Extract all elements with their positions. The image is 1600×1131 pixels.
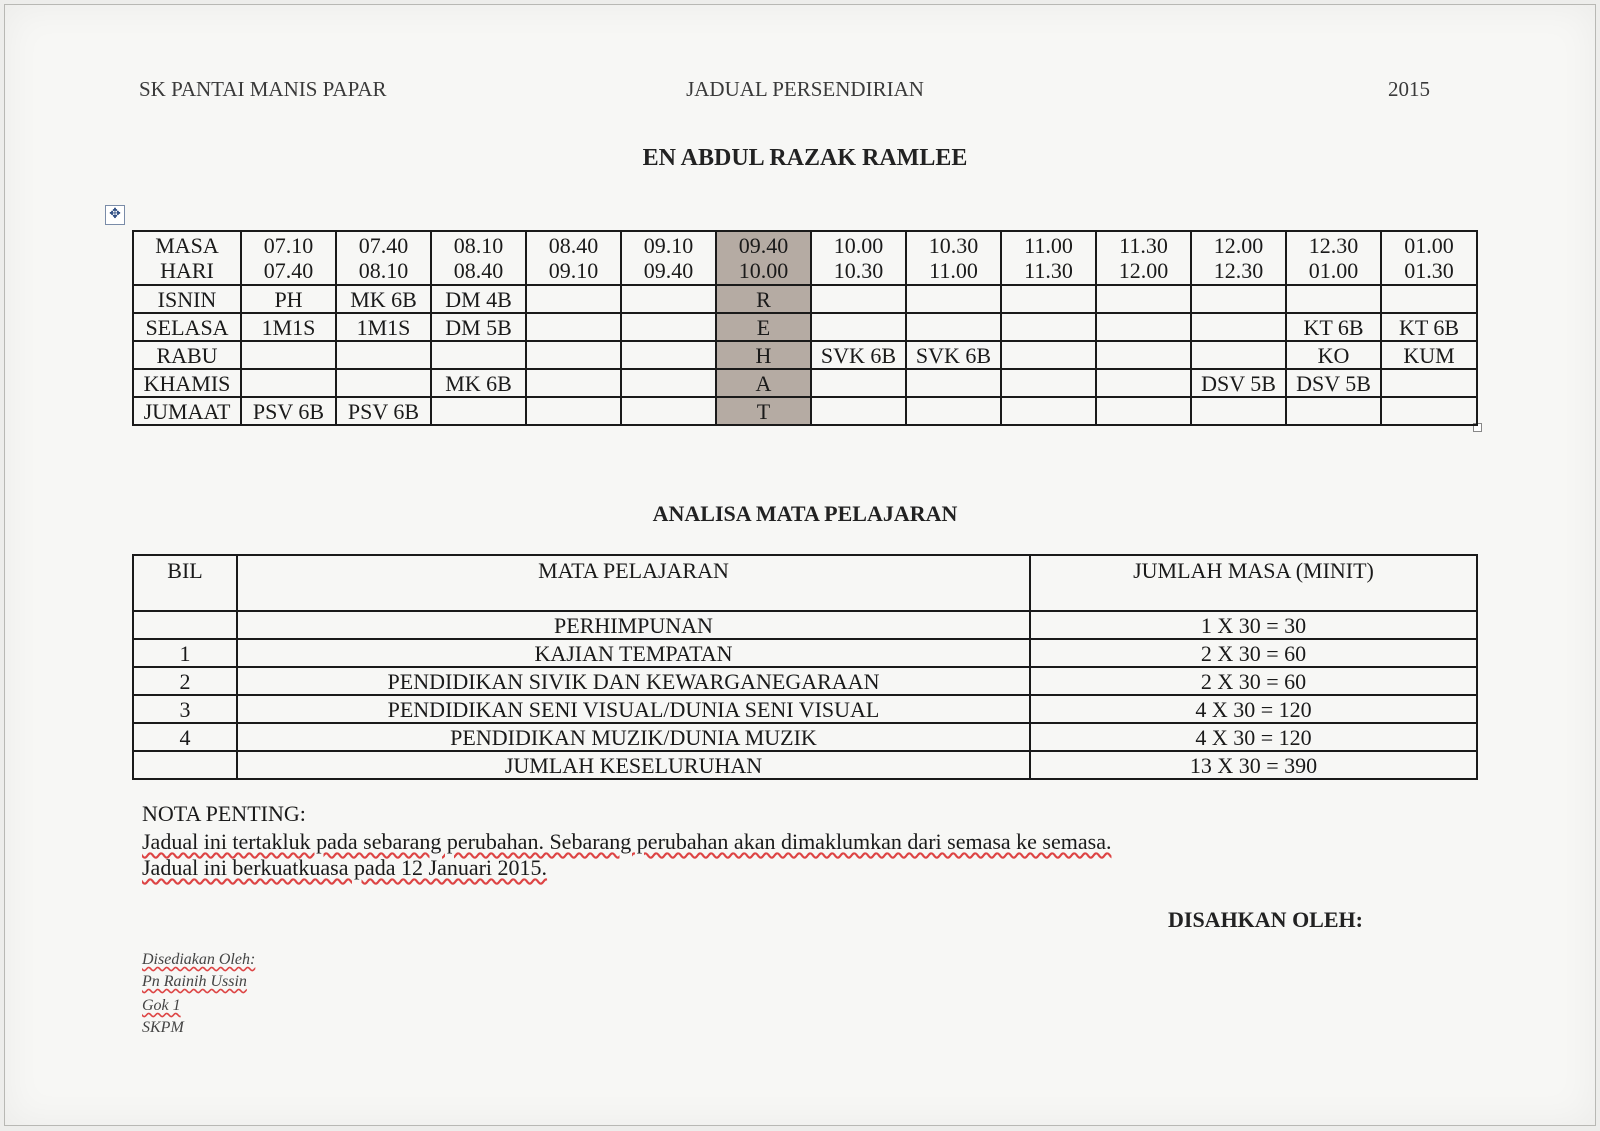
timetable-day-row <box>133 341 1477 369</box>
class-cell: DM 4B <box>431 285 526 313</box>
time-start: 01.00 <box>1404 233 1454 258</box>
time-end: 08.10 <box>358 258 409 283</box>
bil-cell: 1 <box>133 639 237 667</box>
rehat-cell: A <box>716 369 811 397</box>
time-end: 01.00 <box>1308 258 1359 283</box>
class-cell <box>1381 285 1477 313</box>
class-cell <box>1286 397 1381 425</box>
nota-line: Jadual ini tertakluk pada sebarang perubahan. Sebarang perubahan akan dimaklumkan dari semasa ke semasa. <box>142 829 1112 854</box>
bil-cell: 4 <box>133 723 237 751</box>
class-cell: 1M1S <box>241 313 336 341</box>
class-cell <box>431 397 526 425</box>
class-cell: KT 6B <box>1286 313 1381 341</box>
duration-cell: 2 X 30 = 60 <box>1030 639 1477 667</box>
class-cell <box>336 341 431 369</box>
analysis-row <box>133 695 1477 723</box>
time-slot-cell <box>431 231 526 285</box>
class-cell <box>906 369 1001 397</box>
time-slot-cell <box>1381 231 1477 285</box>
timetable-day-row <box>133 369 1477 397</box>
subject-cell: PENDIDIKAN SIVIK DAN KEWARGANEGARAAN <box>237 667 1030 695</box>
timetable-day-row <box>133 397 1477 425</box>
time-slot-cell <box>621 231 716 285</box>
duration-cell: 2 X 30 = 60 <box>1030 667 1477 695</box>
class-cell <box>1001 369 1096 397</box>
class-cell: KUM <box>1381 341 1477 369</box>
class-cell <box>1381 397 1477 425</box>
time-start: 10.00 <box>833 233 884 258</box>
rehat-cell: E <box>716 313 811 341</box>
time-start: 08.40 <box>548 233 599 258</box>
preparer-grade: Gok 1 <box>142 997 181 1014</box>
duration-cell: 1 X 30 = 30 <box>1030 611 1477 639</box>
time-end: 10.00 <box>738 258 789 283</box>
rehat-cell: T <box>716 397 811 425</box>
class-cell <box>526 313 621 341</box>
class-cell <box>906 285 1001 313</box>
time-end: 12.30 <box>1213 258 1264 283</box>
time-slot-cell <box>336 231 431 285</box>
class-cell <box>811 313 906 341</box>
subject-cell: KAJIAN TEMPATAN <box>237 639 1030 667</box>
prepared-by-label: Disediakan Oleh: <box>142 951 256 968</box>
class-cell <box>1096 313 1191 341</box>
class-cell <box>1191 341 1286 369</box>
teacher-name: EN ABDUL RAZAK RAMLEE <box>642 145 968 171</box>
class-cell <box>1191 285 1286 313</box>
class-cell <box>1001 313 1096 341</box>
day-label: RABU <box>133 341 241 369</box>
bil-cell <box>133 751 237 779</box>
analysis-row <box>133 639 1477 667</box>
time-end: 11.00 <box>929 258 978 283</box>
preparer-school: SKPM <box>142 1019 184 1036</box>
table-move-handle-icon[interactable]: ✥ <box>105 205 125 225</box>
class-cell <box>1096 341 1191 369</box>
time-slot-cell <box>1191 231 1286 285</box>
corner-label: HARI <box>160 258 214 283</box>
analysis-row <box>133 723 1477 751</box>
day-label: KHAMIS <box>133 369 241 397</box>
class-cell <box>1001 341 1096 369</box>
time-end: 09.40 <box>643 258 694 283</box>
time-end: 09.10 <box>548 258 599 283</box>
time-start: 10.30 <box>928 233 979 258</box>
class-cell: DM 5B <box>431 313 526 341</box>
time-slot-cell <box>1286 231 1381 285</box>
class-cell <box>241 341 336 369</box>
class-cell: MK 6B <box>431 369 526 397</box>
analysis-row <box>133 751 1477 779</box>
time-slot-cell <box>526 231 621 285</box>
time-end: 07.40 <box>263 258 314 283</box>
day-label: JUMAAT <box>133 397 241 425</box>
document-title: JADUAL PERSENDIRIAN <box>686 77 924 101</box>
class-cell <box>336 369 431 397</box>
timetable-day-row <box>133 285 1477 313</box>
column-header: JUMLAH MASA (MINIT) <box>1030 555 1477 611</box>
approved-by-label: DISAHKAN OLEH: <box>1168 907 1363 932</box>
corner-label: MASA <box>155 233 219 258</box>
analysis-row <box>133 611 1477 639</box>
time-slot-cell <box>811 231 906 285</box>
class-cell: KT 6B <box>1381 313 1477 341</box>
class-cell: DSV 5B <box>1191 369 1286 397</box>
duration-cell: 4 X 30 = 120 <box>1030 723 1477 751</box>
rehat-cell: R <box>716 285 811 313</box>
subject-cell: PERHIMPUNAN <box>237 611 1030 639</box>
class-cell <box>906 397 1001 425</box>
time-slot-cell <box>241 231 336 285</box>
day-label: ISNIN <box>133 285 241 313</box>
document-page <box>4 4 1596 1126</box>
time-slot-cell <box>1096 231 1191 285</box>
class-cell <box>621 341 716 369</box>
rehat-cell: H <box>716 341 811 369</box>
class-cell <box>811 285 906 313</box>
time-start: 12.30 <box>1308 233 1359 258</box>
time-start: 09.40 <box>738 233 789 258</box>
subject-analysis-table <box>132 554 1478 780</box>
bil-cell: 2 <box>133 667 237 695</box>
time-slot-cell <box>906 231 1001 285</box>
time-start: 08.10 <box>453 233 504 258</box>
class-cell <box>906 313 1001 341</box>
timetable-day-row <box>133 313 1477 341</box>
time-start: 12.00 <box>1213 233 1264 258</box>
time-end: 01.30 <box>1404 258 1454 283</box>
time-start: 07.40 <box>358 233 409 258</box>
class-cell: KO <box>1286 341 1381 369</box>
time-end: 10.30 <box>833 258 884 283</box>
class-cell <box>811 369 906 397</box>
class-cell: PSV 6B <box>336 397 431 425</box>
analysis-row <box>133 667 1477 695</box>
class-cell <box>811 397 906 425</box>
class-cell <box>621 369 716 397</box>
analysis-title: ANALISA MATA PELAJARAN <box>652 501 958 526</box>
class-cell: 1M1S <box>336 313 431 341</box>
column-header: BIL <box>133 555 237 611</box>
column-header: MATA PELAJARAN <box>237 555 1030 611</box>
class-cell: DSV 5B <box>1286 369 1381 397</box>
class-cell <box>1096 285 1191 313</box>
nota-line: Jadual ini berkuatkuasa pada 12 Januari 2015. <box>142 855 548 880</box>
preparer-name: Pn Rainih Ussin <box>142 973 247 990</box>
school-name: SK PANTAI MANIS PAPAR <box>139 77 387 101</box>
time-end: 08.40 <box>453 258 504 283</box>
time-end: 11.30 <box>1024 258 1073 283</box>
duration-cell: 4 X 30 = 120 <box>1030 695 1477 723</box>
analysis-header-row <box>133 555 1477 611</box>
document-year: 2015 <box>1388 77 1430 101</box>
bil-cell: 3 <box>133 695 237 723</box>
subject-cell: PENDIDIKAN MUZIK/DUNIA MUZIK <box>237 723 1030 751</box>
class-cell <box>431 341 526 369</box>
time-slot-cell <box>716 231 811 285</box>
class-cell: PSV 6B <box>241 397 336 425</box>
class-cell <box>526 341 621 369</box>
class-cell <box>1286 285 1381 313</box>
class-cell <box>526 285 621 313</box>
class-cell <box>526 397 621 425</box>
timetable-header-row <box>133 231 1477 285</box>
time-start: 07.10 <box>263 233 314 258</box>
day-label: SELASA <box>133 313 241 341</box>
class-cell <box>1096 369 1191 397</box>
time-start: 09.10 <box>643 233 694 258</box>
class-cell <box>1381 369 1477 397</box>
timetable <box>132 230 1478 426</box>
duration-cell: 13 X 30 = 390 <box>1030 751 1477 779</box>
class-cell: MK 6B <box>336 285 431 313</box>
class-cell: PH <box>241 285 336 313</box>
subject-cell: JUMLAH KESELURUHAN <box>237 751 1030 779</box>
class-cell <box>621 397 716 425</box>
class-cell <box>1096 397 1191 425</box>
subject-cell: PENDIDIKAN SENI VISUAL/DUNIA SENI VISUAL <box>237 695 1030 723</box>
time-start: 11.30 <box>1119 233 1168 258</box>
class-cell: SVK 6B <box>811 341 906 369</box>
time-end: 12.00 <box>1118 258 1169 283</box>
class-cell <box>1191 397 1286 425</box>
nota-title: NOTA PENTING: <box>142 801 306 826</box>
time-slot-cell <box>1001 231 1096 285</box>
class-cell <box>621 285 716 313</box>
class-cell <box>1191 313 1286 341</box>
time-start: 11.00 <box>1024 233 1073 258</box>
class-cell <box>1001 285 1096 313</box>
class-cell <box>1001 397 1096 425</box>
bil-cell <box>133 611 237 639</box>
class-cell <box>241 369 336 397</box>
masa-hari-cell <box>133 231 241 285</box>
class-cell: SVK 6B <box>906 341 1001 369</box>
class-cell <box>526 369 621 397</box>
class-cell <box>621 313 716 341</box>
